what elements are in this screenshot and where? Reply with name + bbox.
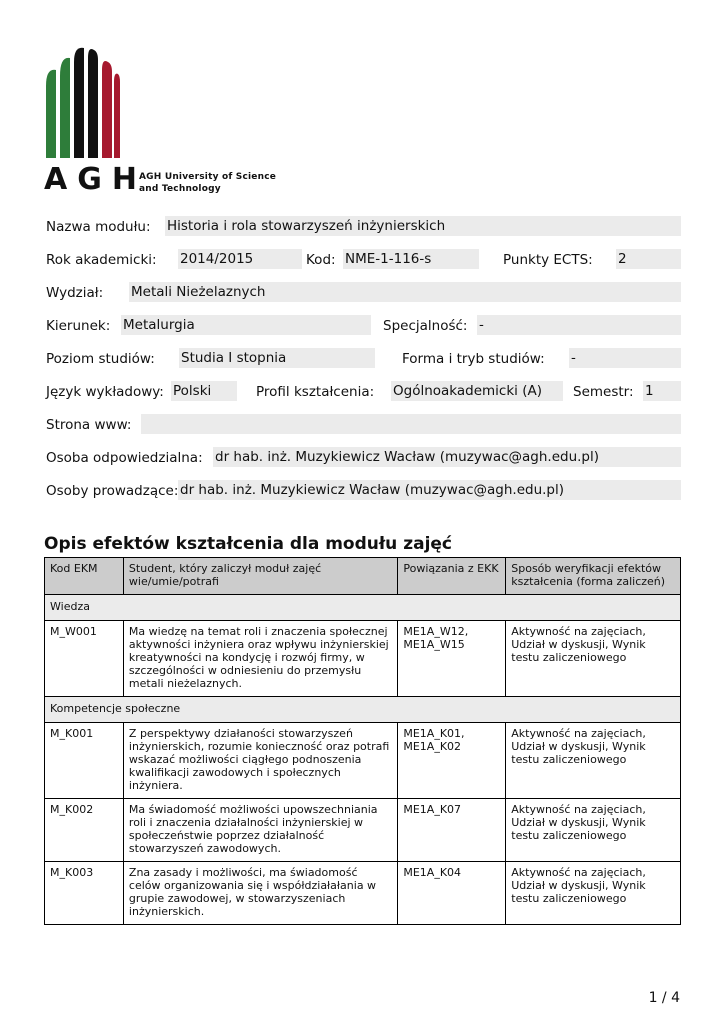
cell-opis: Z perspektywy działaności stowarzyszeń inżynierskich, rozumie konieczność oraz potrafi wskazać możliwości ciągłego podnoszenia kwalifikacji zawodowych i społecznych inżyniera. xyxy=(123,723,397,799)
nazwa-label: Nazwa modułu: xyxy=(46,219,151,235)
cell-weryfikacja: Aktywność na zajęciach, Udział w dyskusji, Wynik testu zaliczeniowego xyxy=(506,621,681,697)
strona-value xyxy=(141,414,681,434)
section-wiedza: Wiedza xyxy=(45,595,681,621)
kierunek-label: Kierunek: xyxy=(46,318,111,334)
section-kompetencje: Kompetencje społeczne xyxy=(45,697,681,723)
agh-name-line2: and Technology xyxy=(139,184,221,194)
nazwa-value: Historia i rola stowarzyszeń inżynierskich xyxy=(165,216,681,236)
rok-value: 2014/2015 xyxy=(178,249,302,269)
kod-label: Kod: xyxy=(306,252,336,268)
semestr-value: 1 xyxy=(643,381,681,401)
table-row xyxy=(45,862,681,925)
table-row xyxy=(45,723,681,799)
specjalnosc-label: Specjalność: xyxy=(383,318,468,334)
header-opis: Student, który zaliczył moduł zajęć wie/umie/potrafi xyxy=(123,558,397,595)
header-ekk: Powiązania z EKK xyxy=(398,558,506,595)
forma-label: Forma i tryb studiów: xyxy=(402,351,545,367)
ects-value: 2 xyxy=(616,249,681,269)
agh-letters: AGH xyxy=(44,162,147,197)
jezyk-value: Polski xyxy=(171,381,237,401)
kod-value: NME-1-116-s xyxy=(343,249,479,269)
kierunek-value: Metalurgia xyxy=(121,315,371,335)
cell-kod: M_K003 xyxy=(45,862,124,925)
osoby-label: Osoby prowadzące: xyxy=(46,483,179,499)
agh-logo xyxy=(44,46,284,196)
header-weryfikacja: Sposób weryfikacji efektów kształcenia (forma zaliczeń) xyxy=(506,558,681,595)
cell-weryfikacja: Aktywność na zajęciach, Udział w dyskusji, Wynik testu zaliczeniowego xyxy=(506,723,681,799)
cell-opis: Ma wiedzę na temat roli i znaczenia społecznej aktywności inżyniera oraz wpływu inżynierskiej kreatywności na kondycję i rozwój firmy, w szczególności w odniesieniu do przemysłu metali nieżelaznych. xyxy=(123,621,397,697)
cell-opis: Zna zasady i możliwości, ma świadomość celów organizowania się i współdziałałania w grupie zawodowej, w stowarzyszeniach inżynierskich. xyxy=(123,862,397,925)
forma-value: - xyxy=(569,348,681,368)
cell-ekk: ME1A_K07 xyxy=(398,799,506,862)
osoba-label: Osoba odpowiedzialna: xyxy=(46,450,203,466)
section-row-kompetencje xyxy=(45,697,681,723)
cell-ekk: ME1A_W12, ME1A_W15 xyxy=(398,621,506,697)
effects-table xyxy=(44,557,681,925)
header-kod: Kod EKM xyxy=(45,558,124,595)
wydzial-label: Wydział: xyxy=(46,285,104,301)
wydzial-value: Metali Nieżelaznych xyxy=(129,282,681,302)
agh-logo-bars-icon xyxy=(44,46,120,158)
cell-kod: M_K001 xyxy=(45,723,124,799)
table-row xyxy=(45,799,681,862)
profil-value: Ogólnoakademicki (A) xyxy=(391,381,563,401)
cell-kod: M_W001 xyxy=(45,621,124,697)
table-header-row xyxy=(45,558,681,595)
jezyk-label: Język wykładowy: xyxy=(46,384,164,400)
cell-kod: M_K002 xyxy=(45,799,124,862)
cell-weryfikacja: Aktywność na zajęciach, Udział w dyskusji, Wynik testu zaliczeniowego xyxy=(506,799,681,862)
page-number: 1 / 4 xyxy=(648,990,680,1006)
ects-label: Punkty ECTS: xyxy=(503,252,593,268)
semestr-label: Semestr: xyxy=(573,384,634,400)
specjalnosc-value: - xyxy=(477,315,681,335)
section-row-wiedza xyxy=(45,595,681,621)
rok-label: Rok akademicki: xyxy=(46,252,157,268)
osoba-value: dr hab. inż. Muzykiewicz Wacław (muzywac@agh.edu.pl) xyxy=(213,447,681,467)
section-title: Opis efektów kształcenia dla modułu zajęć xyxy=(44,534,453,554)
agh-name-line1: AGH University of Science xyxy=(139,172,277,182)
strona-label: Strona www: xyxy=(46,417,132,433)
cell-ekk: ME1A_K01, ME1A_K02 xyxy=(398,723,506,799)
cell-opis: Ma świadomość możliwości upowszechniania roli i znaczenia działalności inżynierskiej w społeczeństwie poprzez działalność stowarzyszeń zawodowych. xyxy=(123,799,397,862)
poziom-value: Studia I stopnia xyxy=(179,348,375,368)
profil-label: Profil kształcenia: xyxy=(256,384,375,400)
cell-weryfikacja: Aktywność na zajęciach, Udział w dyskusji, Wynik testu zaliczeniowego xyxy=(506,862,681,925)
poziom-label: Poziom studiów: xyxy=(46,351,155,367)
osoby-value: dr hab. inż. Muzykiewicz Wacław (muzywac@agh.edu.pl) xyxy=(178,480,681,500)
table-row xyxy=(45,621,681,697)
cell-ekk: ME1A_K04 xyxy=(398,862,506,925)
